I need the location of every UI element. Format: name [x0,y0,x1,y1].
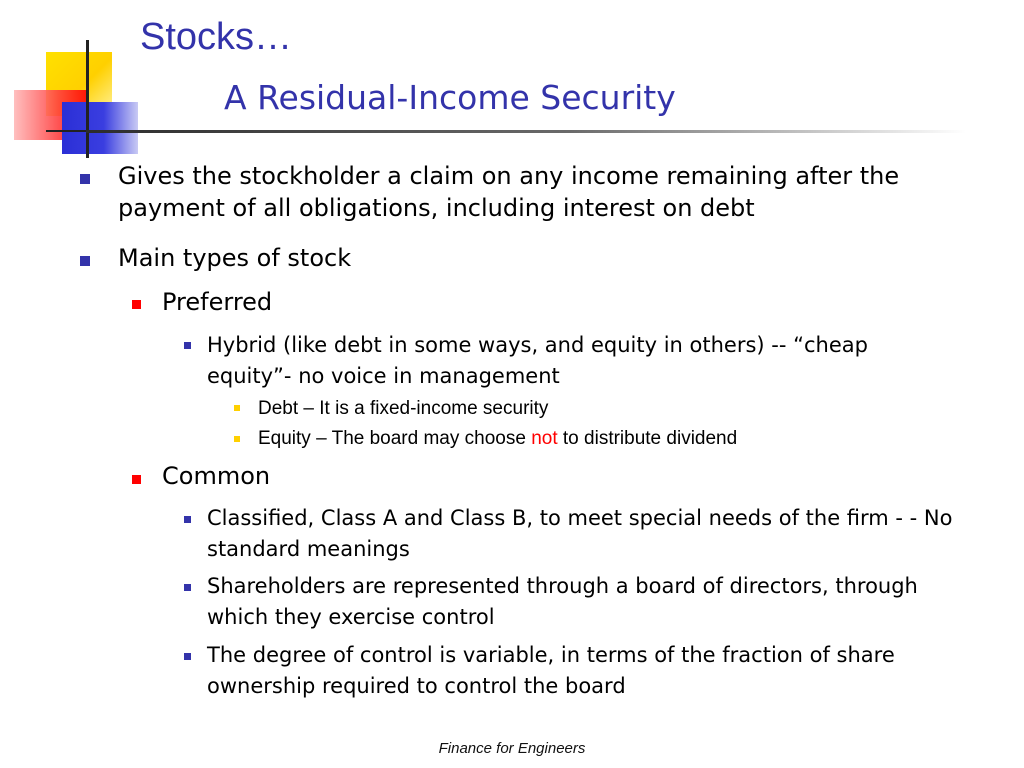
slide-footer: Finance for Engineers [438,740,586,757]
bullet-gives-stockholder: Gives the stockholder a claim on any income remaining after the payment of all obligations, including interest on debt [118,162,900,223]
bullet-l2-icon [132,300,141,309]
decorative-logo-icon [0,0,160,170]
equity-text-start: Equity – The board may choose [258,428,532,449]
bullet-hybrid: Hybrid (like debt in some ways, and equity in others) -- “cheap equity”- no voice in management [207,333,868,388]
bullet-preferred: Preferred [162,288,273,316]
logo-vertical-line [86,40,89,158]
equity-text-end: to distribute dividend [557,428,738,449]
bullet-l2-icon [132,475,141,484]
bullet-l1-icon [80,174,90,184]
bullet-l3-icon [184,653,191,660]
bullet-common: Common [162,462,271,490]
bullet-l3-icon [184,584,191,591]
bullet-shareholders: Shareholders are represented through a board of directors, through which they exercise control [207,574,918,629]
bullet-l3-icon [184,516,191,523]
bullet-equity [258,426,938,452]
bullet-l4-icon [234,405,240,411]
slide-subtitle: A Residual-Income Security [224,78,676,117]
equity-emphasis-not: not [531,428,558,449]
bullet-main-types: Main types of stock [118,244,352,272]
bullet-l1-icon [80,256,90,266]
bullet-degree-of-control: The degree of control is variable, in terms of the fraction of share ownership required to control the board [207,643,895,698]
slide-title: Stocks… [140,16,293,58]
bullet-classified: Classified, Class A and Class B, to meet special needs of the firm - - No standard meanings [207,506,953,561]
title-underline [86,130,966,133]
bullet-l3-icon [184,342,191,349]
bullet-debt: Debt – It is a fixed-income security [258,398,549,419]
logo-blue-square [62,102,138,154]
bullet-l4-icon [234,436,240,442]
